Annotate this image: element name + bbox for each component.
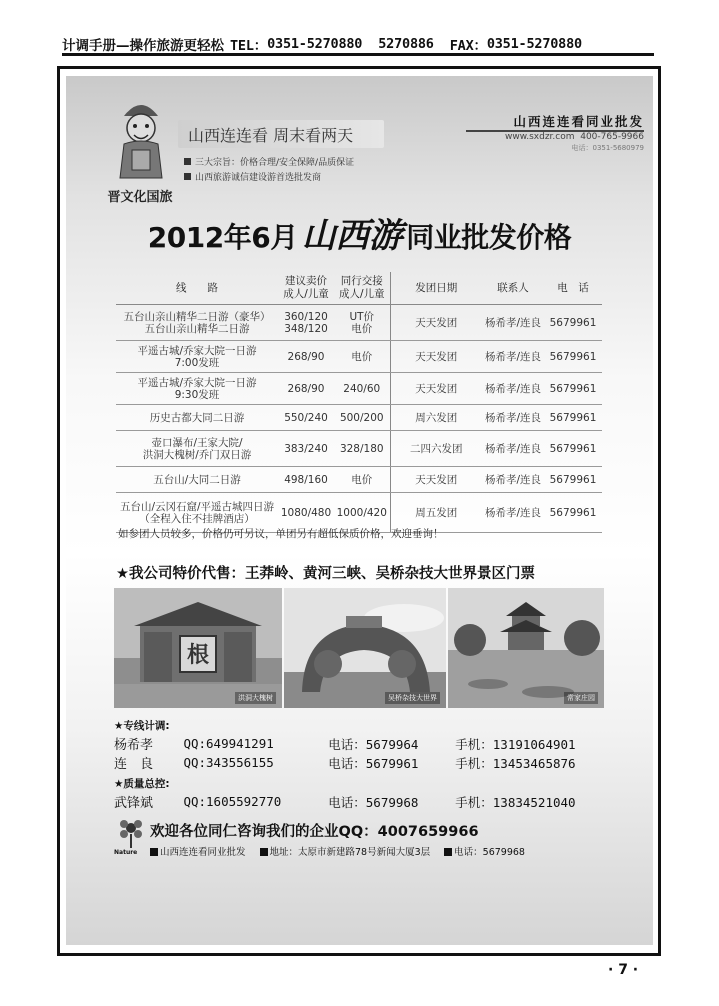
phone-cell: 5679961	[544, 467, 602, 493]
divider	[466, 130, 644, 132]
company-name: 山西连连看同业批发	[513, 114, 644, 129]
bullet-item: 三大宗旨：价格合理/安全保障/品质保证	[184, 156, 354, 171]
route-cell: 平遥古城/乔家大院一日游 7:00发班	[116, 341, 278, 373]
company-tel-small: 电话：0351-5680979	[571, 144, 644, 152]
route-cell: 历史古都大同二日游	[116, 405, 278, 431]
phone-cell: 5679961	[544, 493, 602, 533]
pavilion-image	[448, 588, 604, 708]
route-cell: 五台山/大同二日游	[116, 467, 278, 493]
contact-cell: 杨希孝/连良	[482, 493, 544, 533]
header-tagline: 计调手册—操作旅游更轻松	[62, 37, 224, 54]
departure-cell: 天天发团	[390, 305, 482, 341]
peer-cell: 240/60	[334, 373, 390, 405]
table-note: 如参团人员较多，价格仍可另议，单团另有超低保质价格，欢迎垂询！	[118, 528, 444, 540]
header-fax: 0351-5270880	[486, 35, 582, 52]
svg-text:根: 根	[186, 642, 210, 668]
departure-cell: 天天发团	[390, 341, 482, 373]
photo-pavilion	[448, 588, 604, 708]
route-cell: 五台山亲山精华二日游（豪华） 五台山亲山精华二日游	[116, 305, 278, 341]
route-cell: 壶口瀑布/王家大院/ 洪洞大槐树/乔门双日游	[116, 431, 278, 467]
contact-name: 武锋斌	[114, 796, 154, 811]
phone-cell: 5679961	[544, 305, 602, 341]
page-title: 2012年6月 山西游 同业批发价格	[147, 216, 572, 256]
header-tel-label: TEL：	[230, 37, 268, 54]
contact-mobile: 手机：13834521040	[455, 794, 576, 810]
sell-cell: 268/90	[278, 373, 334, 405]
contact-row	[114, 753, 614, 772]
advertisement	[66, 76, 653, 945]
phone-cell: 5679961	[544, 431, 602, 467]
header-tel-1: 0351-5270880	[267, 35, 363, 52]
contact-tel: 电话：5679961	[328, 755, 419, 771]
contact-tel: 电话：5679968	[328, 794, 419, 810]
departure-cell: 天天发团	[390, 373, 482, 405]
sell-cell: 1080/480	[278, 493, 334, 533]
contact-cell: 杨希孝/连良	[482, 373, 544, 405]
phone-cell: 5679961	[544, 341, 602, 373]
photo-caption: 常家庄园	[564, 692, 598, 704]
footer-address: 地址：太原市新建路78号新闻大厦3层	[260, 844, 431, 858]
contact-row	[114, 792, 614, 811]
table-row	[116, 405, 602, 431]
price-table	[116, 272, 602, 533]
col-sell-price: 建议卖价 成人/儿童	[278, 272, 334, 305]
contact-block	[114, 718, 614, 811]
table-row	[116, 341, 602, 373]
sell-cell: 550/240	[278, 405, 334, 431]
col-route: 线 路	[116, 272, 278, 305]
contact-row	[114, 734, 614, 753]
photo-arch	[284, 588, 446, 708]
flower-icon	[116, 816, 146, 850]
contact-tel: 电话：5679964	[328, 736, 419, 752]
contact-qq: QQ:649941291	[183, 736, 274, 751]
slogan: 山西连连看 周末看两天	[178, 120, 384, 148]
contact-qq: QQ:343556155	[183, 755, 274, 770]
departure-cell: 二四六发团	[390, 431, 482, 467]
contact-name: 连 良	[114, 757, 154, 772]
brand-label: 晋文化国旅	[107, 190, 173, 205]
bullet-item: 山西旅游诚信建设游首选批发商	[184, 171, 354, 186]
contact-name: 杨希孝	[114, 738, 154, 753]
sell-cell: 498/160	[278, 467, 334, 493]
departure-cell: 天天发团	[390, 467, 482, 493]
contact-cell: 杨希孝/连良	[482, 467, 544, 493]
phone-cell: 5679961	[544, 373, 602, 405]
photo-caption: 吴桥杂技大世界	[385, 692, 440, 704]
phone-cell: 5679961	[544, 405, 602, 431]
sell-cell: 383/240	[278, 431, 334, 467]
photo-strip	[114, 588, 604, 708]
bullet-list	[184, 156, 354, 186]
footer-tel: 电话：5679968	[444, 844, 525, 858]
contact-qq: QQ:1605592770	[183, 794, 282, 809]
table-row	[116, 431, 602, 467]
page-number: · 7 ·	[608, 962, 639, 978]
col-departure: 发团日期	[390, 272, 482, 305]
sell-cell: 268/90	[278, 341, 334, 373]
sell-cell: 360/120 348/120	[278, 305, 334, 341]
company-info	[466, 112, 644, 153]
ticket-headline: ★我公司特价代售：王莽岭、黄河三峡、吴桥杂技大世界景区门票	[116, 566, 535, 582]
contact-cell: 杨希孝/连良	[482, 405, 544, 431]
header-tel-2: 5270886	[378, 35, 434, 52]
table-row	[116, 305, 602, 341]
contact-mobile: 手机：13453465876	[455, 755, 576, 771]
brand-logo	[106, 98, 174, 208]
departure-cell: 周六发团	[390, 405, 482, 431]
peer-cell: 1000/420	[334, 493, 390, 533]
table-row	[116, 373, 602, 405]
col-phone: 电 话	[544, 272, 602, 305]
peer-cell: UT价 电价	[334, 305, 390, 341]
specialist-label: ★专线计调:	[114, 720, 170, 732]
arch-image	[284, 588, 446, 708]
table-header-row	[116, 272, 602, 305]
contact-cell: 杨希孝/连良	[482, 431, 544, 467]
mascot-icon	[118, 98, 164, 184]
footer-company: 山西连连看同业批发	[150, 844, 246, 858]
logo-text: Nature	[114, 849, 138, 856]
welcome-block	[116, 816, 606, 864]
departure-cell: 周五发团	[390, 493, 482, 533]
gate-image	[114, 588, 282, 708]
running-header	[62, 34, 654, 56]
col-peer-price: 同行交接 成人/儿童	[334, 272, 390, 305]
peer-cell: 电价	[334, 341, 390, 373]
contact-cell: 杨希孝/连良	[482, 341, 544, 373]
contact-mobile: 手机：13191064901	[455, 736, 576, 752]
nature-logo	[116, 816, 146, 860]
col-contact: 联系人	[482, 272, 544, 305]
photo-gate	[114, 588, 282, 708]
table-row	[116, 467, 602, 493]
quality-label: ★质量总控:	[114, 778, 170, 790]
header-fax-label: FAX：	[449, 37, 487, 54]
footer-info	[150, 844, 525, 858]
photo-caption: 洪洞大槐树	[235, 692, 276, 704]
company-web: www.sxdzr.com 400-765-9966	[504, 132, 644, 142]
route-cell: 五台山/云冈石窟/平遥古城四日游 （全程入住不挂牌酒店）	[116, 493, 278, 533]
welcome-title: 欢迎各位同仁咨询我们的企业QQ：4007659966	[150, 824, 479, 840]
peer-cell: 500/200	[334, 405, 390, 431]
contact-cell: 杨希孝/连良	[482, 305, 544, 341]
peer-cell: 328/180	[334, 431, 390, 467]
peer-cell: 电价	[334, 467, 390, 493]
route-cell: 平遥古城/乔家大院一日游 9:30发班	[116, 373, 278, 405]
